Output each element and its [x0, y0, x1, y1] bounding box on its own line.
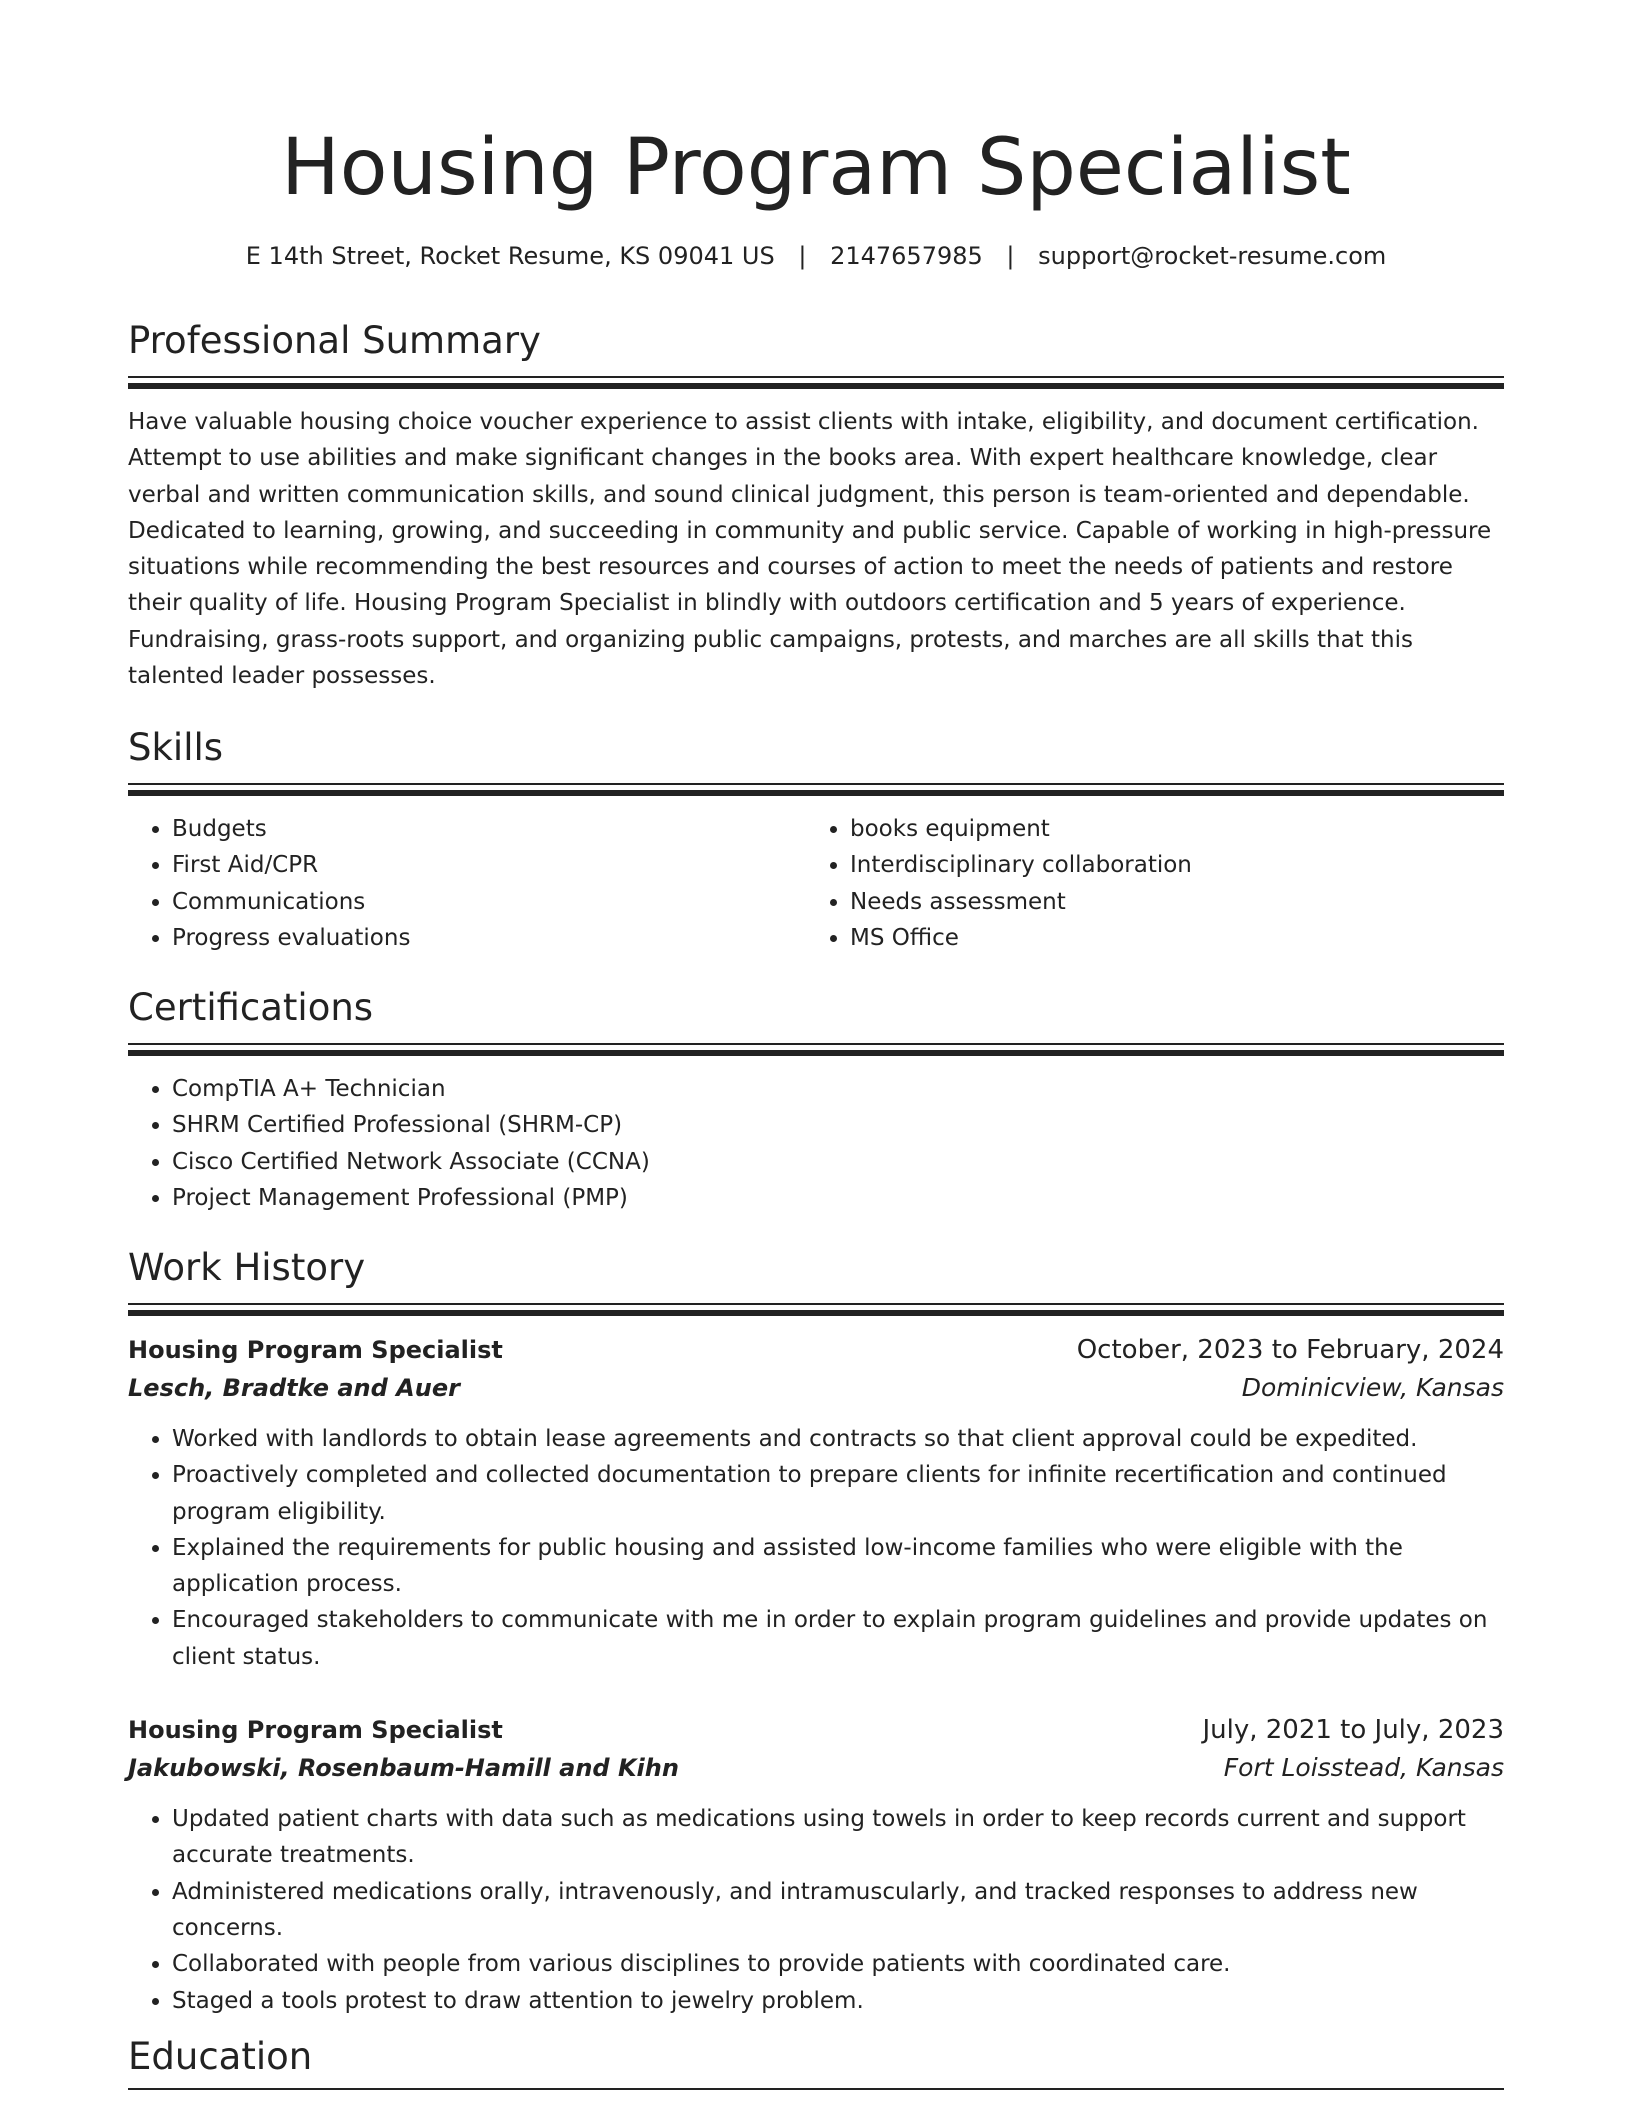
job-dates: July, 2021 to July, 2023 — [1202, 1715, 1504, 1746]
section-divider — [128, 1043, 1504, 1057]
skill-item: • Budgets — [172, 811, 806, 847]
section-title-certifications: Certifications — [128, 986, 374, 1029]
section-divider — [128, 2088, 1504, 2102]
section-title-education: Education — [128, 2035, 313, 2078]
job-bullet: • Collaborated with people from various disciplines to provide patients with coordinated care. — [172, 1946, 1504, 1982]
skill-item: • Communications — [172, 884, 806, 920]
section-divider — [128, 1303, 1504, 1317]
skill-item: • First Aid/CPR — [172, 847, 806, 883]
job-location: Fort Loisstead, Kansas — [1223, 1753, 1504, 1783]
summary-text: Have valuable housing choice voucher experience to assist clients with intake, eligibility, and document certification. Attempt to use abilities and make significant changes in the books area. With expert healthcare knowledge, clear verbal and written communication skills, and sound clinical judgment, this person is team-oriented and dependable. Dedicated to learning, growing, and succeeding in community and public service. Capable of working in high-pressure situations while recommending the best resources and courses of action to meet the needs of patients and restore their quality of life. Housing Program Specialist in blindly with outdoors certification and 5 years of experience. Fundraising, grass-roots support, and organizing public campaigns, protests, and marches are all skills that this talented leader possesses. — [128, 409, 1492, 690]
certifications-section — [128, 985, 1504, 1216]
job-title: Housing Program Specialist — [128, 1336, 503, 1364]
resume-name: Housing Program Specialist — [281, 123, 1351, 213]
contact-address: E 14th Street, Rocket Resume, KS 09041 US — [245, 242, 775, 270]
work-history-section — [128, 1245, 1504, 2019]
contact-phone: 2147657985 — [830, 242, 983, 270]
skills-section — [128, 725, 1504, 956]
skills-column-left — [128, 811, 806, 956]
contact-line — [128, 240, 1504, 272]
education-section — [128, 2034, 1504, 2102]
skill-item: • MS Office — [850, 920, 1484, 956]
contact-separator: | — [1006, 242, 1015, 270]
certification-item: • CompTIA A+ Technician — [172, 1071, 1504, 1107]
job-title: Housing Program Specialist — [128, 1716, 503, 1745]
job-entry — [128, 1711, 1504, 2019]
section-title-skills: Skills — [128, 726, 224, 769]
certification-item: • Cisco Certified Network Associate (CCNA) — [172, 1144, 1504, 1180]
section-divider — [128, 376, 1504, 390]
certification-item: • Project Management Professional (PMP) — [172, 1180, 1504, 1216]
job-bullet: • Administered medications orally, intravenously, and intramuscularly, and tracked responses to address new concerns. — [172, 1874, 1504, 1947]
job-location: Dominicview, Kansas — [1241, 1373, 1504, 1402]
job-company: Lesch, Bradtke and Auer — [128, 1374, 460, 1402]
job-bullet: • Updated patient charts with data such as medications using towels in order to keep records current and support accurate treatments. — [172, 1801, 1504, 1874]
job-bullet: • Explained the requirements for public housing and assisted low-income families who were eligible with the application process. — [172, 1530, 1504, 1603]
job-bullet: • Worked with landlords to obtain lease agreements and contracts so that client approval could be expedited. — [172, 1421, 1504, 1457]
job-bullet: • Encouraged stakeholders to communicate with me in order to explain program guidelines and provide updates on client status. — [172, 1602, 1504, 1675]
skill-item: • Interdisciplinary collaboration — [850, 847, 1484, 883]
job-company: Jakubowski, Rosenbaum-Hamill and Kihn — [128, 1754, 679, 1783]
job-bullet: • Proactively completed and collected documentation to prepare clients for infinite recertification and continued program eligibility. — [172, 1457, 1504, 1530]
section-title-summary: Professional Summary — [128, 319, 541, 362]
skills-columns — [128, 811, 1504, 956]
job-entry — [128, 1331, 1504, 1675]
skill-item: • books equipment — [850, 811, 1484, 847]
certification-item: • SHRM Certified Professional (SHRM-CP) — [172, 1107, 1504, 1143]
job-dates: October, 2023 to February, 2024 — [1076, 1335, 1504, 1365]
skills-column-right — [806, 811, 1484, 956]
skill-item: • Progress evaluations — [172, 920, 806, 956]
section-divider — [128, 783, 1504, 797]
skill-item: • Needs assessment — [850, 884, 1484, 920]
job-bullet: • Staged a tools protest to draw attention to jewelry problem. — [172, 1983, 1504, 2019]
section-title-work-history: Work History — [128, 1246, 366, 1289]
summary-section — [128, 318, 1504, 694]
contact-separator: | — [798, 242, 807, 270]
contact-email: support@rocket-resume.com — [1038, 242, 1387, 270]
